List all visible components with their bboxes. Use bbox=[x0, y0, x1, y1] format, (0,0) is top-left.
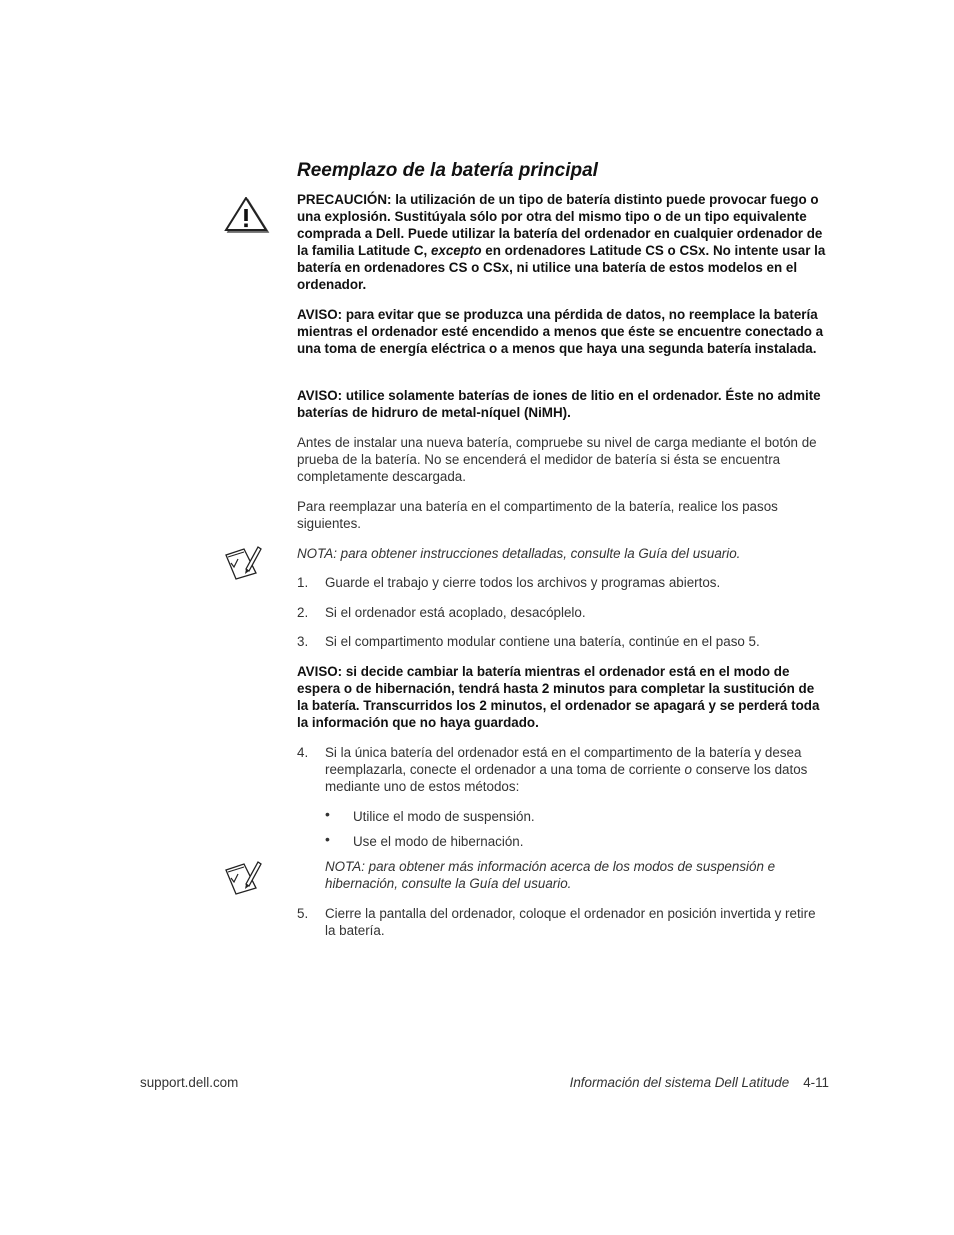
page-number: 4-11 bbox=[803, 1075, 829, 1090]
step-number: 1. bbox=[297, 575, 309, 590]
step-text: Cierre la pantalla del ordenador, coloque el ordenador en posición invertida y retire la batería. bbox=[325, 906, 816, 938]
bullet-text: Use el modo de hibernación. bbox=[353, 834, 524, 849]
bullet-text: Utilice el modo de suspensión. bbox=[353, 809, 535, 824]
warning-triangle-icon bbox=[224, 197, 270, 235]
step-4 bbox=[297, 744, 829, 796]
step-text: Guarde el trabajo y cierre todos los archivos y programas abiertos. bbox=[325, 575, 721, 590]
step-4-text-italic: o bbox=[684, 762, 692, 777]
caution-text-a: PRECAUCIÓN: la utilización de un tipo de batería distinto puede provocar fuego o una explosión. Sustitúyala sólo por otra del mismo tipo o de un tipo equivalente comprada a Dell. Puede utilizar la batería del ordenador en cualquier ordenador de la familia Latitude C, bbox=[297, 192, 823, 258]
notice-standby-hibernate: AVISO: si decide cambiar la batería mientras el ordenador está en el modo de espera o de hibernación, tendrá hasta 2 minutos para completar la sustitución de la batería. Transcurridos los 2 minutos, el ordenador se apagará y se perderá toda la información que no haya guardado. bbox=[297, 664, 820, 730]
step-number: 2. bbox=[297, 605, 309, 620]
notice-battery-type: AVISO: utilice solamente baterías de iones de litio en el ordenador. Éste no admite baterías de hidruro de metal-níquel (NiMH). bbox=[297, 388, 821, 420]
note-pencil-icon bbox=[222, 543, 262, 583]
step-number: 5. bbox=[297, 906, 309, 921]
paragraph-battery-check: Antes de instalar una nueva batería, compruebe su nivel de carga mediante el botón de prueba de la batería. No se encenderá el medidor de batería si ésta se encuentra completamente descargada. bbox=[297, 435, 817, 484]
section-title: Reemplazo de la batería principal bbox=[297, 160, 598, 181]
paragraph-replace-intro: Para reemplazar una batería en el compartimento de la batería, realice los pasos siguientes. bbox=[297, 499, 778, 531]
bullet-symbol: • bbox=[325, 806, 330, 822]
footer-title bbox=[570, 1075, 829, 1090]
note-suspend-hibernate-info: NOTA: para obtener más información acerca de los modos de suspensión e hibernación, consulte la Guía del usuario. bbox=[325, 859, 776, 891]
step-text bbox=[325, 744, 825, 795]
step-number: 3. bbox=[297, 634, 309, 649]
step-text: Si el ordenador está acoplado, desacóplelo. bbox=[325, 605, 586, 620]
step-4-text-b: conserve los datos mediante uno de estos métodos: bbox=[325, 762, 808, 794]
notice-data-loss: AVISO: para evitar que se produzca una pérdida de datos, no reemplace la batería mientras el ordenador esté encendido a menos que éste se encuentre conectado a una toma de energía eléctrica o a menos que haya una segunda batería instalada. bbox=[297, 307, 824, 356]
note-pencil-icon bbox=[222, 858, 262, 898]
caution-text bbox=[297, 191, 829, 293]
step-4-text-a: Si la única batería del ordenador está en el compartimento de la batería y desea reemplazarla, conecte el ordenador a una toma de corriente bbox=[325, 745, 802, 777]
bullet-symbol: • bbox=[325, 831, 330, 847]
caution-text-b: en ordenadores Latitude CS o CSx. No intente usar la batería en ordenadores CS o CSx, ni utilice una batería de estos modelos en el ordenador. bbox=[297, 243, 826, 292]
step-text: Si el compartimento modular contiene una batería, continúe en el paso 5. bbox=[325, 634, 760, 649]
footer-doc-title: Información del sistema Dell Latitude bbox=[569, 1075, 790, 1090]
caution-text-italic: excepto bbox=[430, 243, 482, 258]
note-detailed-instructions: NOTA: para obtener instrucciones detalladas, consulte la Guía del usuario. bbox=[297, 546, 741, 561]
step-number: 4. bbox=[297, 745, 309, 760]
footer-url: support.dell.com bbox=[140, 1075, 239, 1090]
